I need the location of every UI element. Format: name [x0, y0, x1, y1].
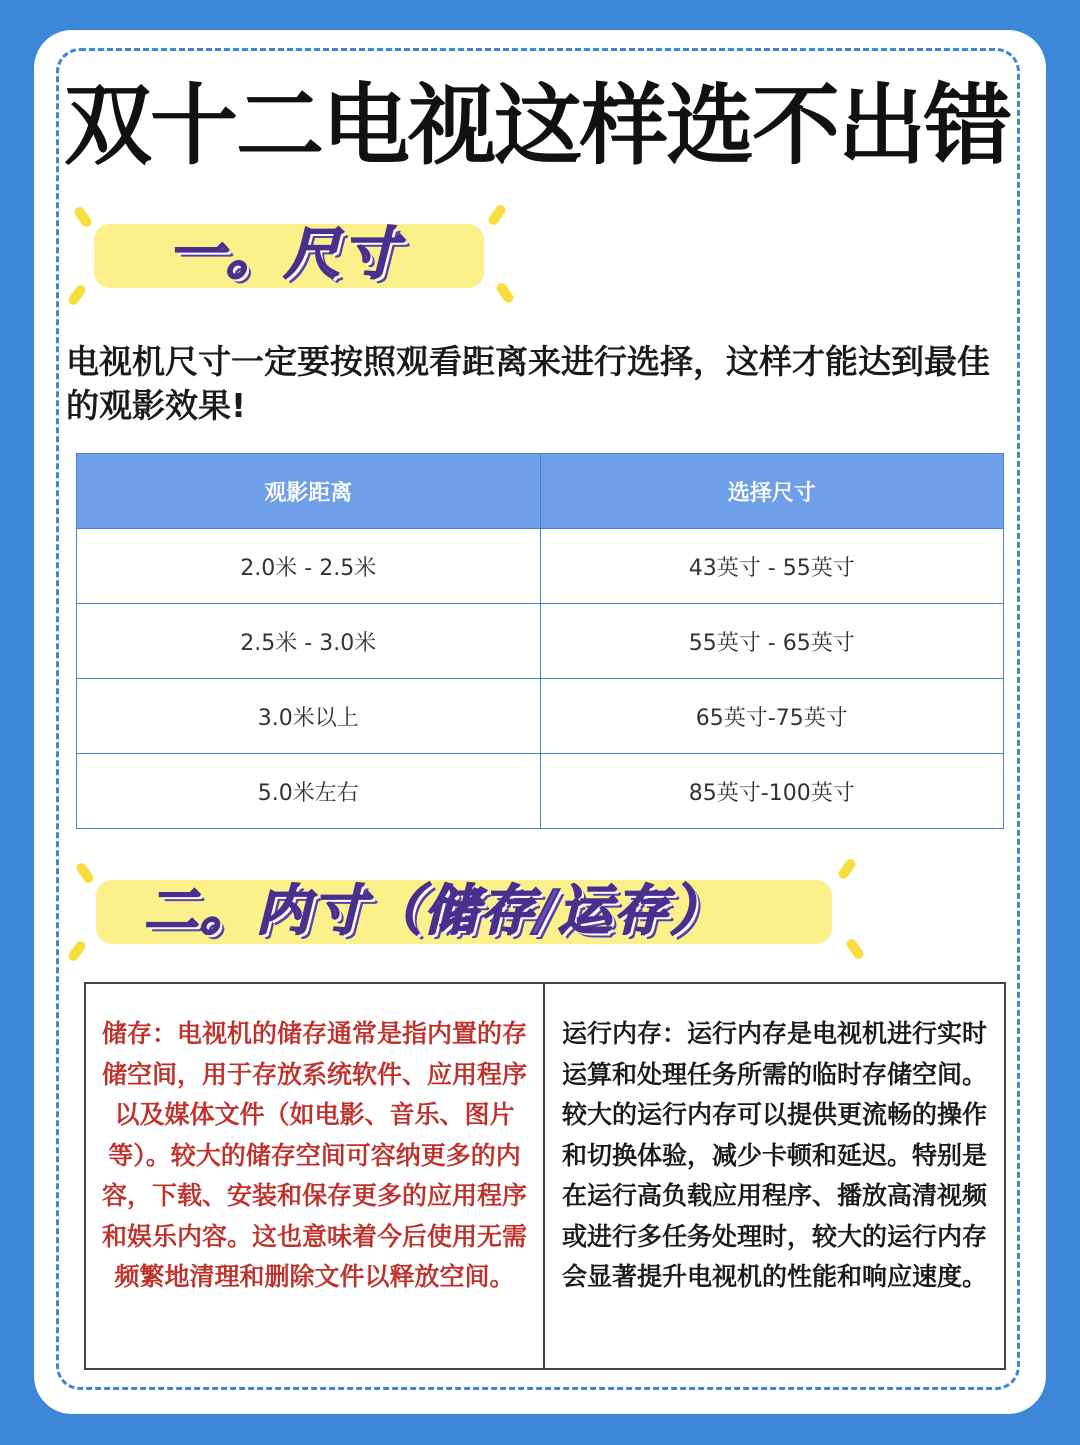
- column-header-size: 选择尺寸: [540, 454, 1004, 529]
- memory-comparison: [84, 982, 1006, 1370]
- table-row: [77, 529, 1004, 604]
- size-cell: 65英寸-75英寸: [540, 679, 1004, 754]
- distance-cell: 5.0米左右: [77, 754, 541, 829]
- section-1-heading: 一。尺寸: [168, 222, 400, 287]
- ram-description: 运行内存：运行内存是电视机进行实时运算和处理任务所需的临时存储空间。较大的运行内存可以提供更流畅的操作和切换体验，减少卡顿和延迟。特别是在运行高负载应用程序、播放高清视频或进行多任务处理时，较大的运行内存会显著提升电视机的性能和响应速度。: [561, 1019, 987, 1291]
- table-row: [77, 604, 1004, 679]
- size-table: [76, 453, 1004, 829]
- section-2-heading: 二。内寸（储存/运存）: [144, 879, 726, 942]
- size-cell: 85英寸-100英寸: [540, 754, 1004, 829]
- page-title: 双十二电视这样选不出错: [64, 73, 1011, 177]
- distance-cell: 2.0米 - 2.5米: [77, 529, 541, 604]
- size-cell: 55英寸 - 65英寸: [540, 604, 1004, 679]
- intro-text: 电视机尺寸一定要按照观看距离来进行选择，这样才能达到最佳的观影效果!: [66, 342, 990, 425]
- distance-cell: 3.0米以上: [77, 679, 541, 754]
- table-row: [77, 679, 1004, 754]
- storage-description: 储存：电视机的储存通常是指内置的存储空间，用于存放系统软件、应用程序以及媒体文件（如电影、音乐、图片等）。较大的储存空间可容纳更多的内容，下载、安装和保存更多的应用程序和娱乐内容。这也意味着今后使用无需频繁地清理和删除文件以释放空间。: [86, 984, 545, 1368]
- table-header-row: [77, 454, 1004, 529]
- table-row: [77, 754, 1004, 829]
- size-cell: 43英寸 - 55英寸: [540, 529, 1004, 604]
- column-header-distance: 观影距离: [77, 454, 541, 529]
- distance-cell: 2.5米 - 3.0米: [77, 604, 541, 679]
